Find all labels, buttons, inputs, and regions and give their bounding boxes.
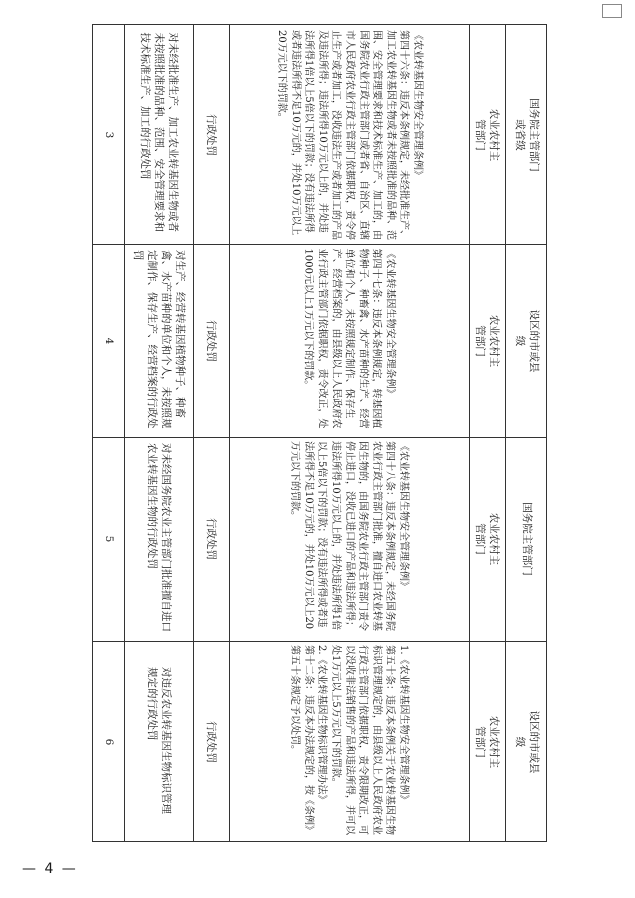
legal-basis-cell xyxy=(229,25,469,244)
law-line: 第五十条：违反本条例关于农业转基因生物标识管理规定的，由县级以上人民政府农业行政主管部门依据职权，责令限期改正，可以没收非法销售的产品和违法所得，并可以处1万元以上5万元以下的罚款。 xyxy=(330,645,396,835)
subject-cell xyxy=(469,25,505,244)
level-cell xyxy=(505,641,548,843)
level: 国务院主管部门 xyxy=(520,502,533,576)
enforcement-table xyxy=(92,24,547,842)
row-index: 3 xyxy=(102,131,115,138)
legal-basis xyxy=(274,30,424,240)
legal-basis xyxy=(288,441,410,637)
item-type: 行政处罚 xyxy=(205,319,217,362)
item-type-cell xyxy=(193,437,229,641)
legal-basis xyxy=(301,248,396,433)
law-body: 第四十六条：违反本条例规定，未经批准生产、加工农业转基因生物或者未按照批准的品种、范围、安全管理要求和技术标准生产、加工的，由国务院农业行政主管部门或者省、自治区、直辖市人民政府农业行政主管部门依据职权，责令停止生产或者加工，没收违法生产或者加工的产品及违法所得；违法所得10万元以上的，并处违法所得1倍以上5倍以下的罚款；没有违法所得或者违法所得不足10万元的，并处10万元以上20万元以下的罚款。 xyxy=(275,29,410,240)
item-name-cell xyxy=(124,25,193,244)
row-index-cell xyxy=(93,641,124,843)
corner-mark xyxy=(602,4,622,18)
law-title: 《农业转基因生物安全管理条例》 xyxy=(411,29,423,180)
item-name-cell xyxy=(124,641,193,843)
row-index-cell xyxy=(93,25,124,244)
level: 设区的市或县级 xyxy=(513,710,540,774)
subject-cell xyxy=(469,437,505,641)
item-name-cell xyxy=(124,437,193,641)
subject-cell xyxy=(469,244,505,437)
law-body: 第四十七条：违反本条例规定，转基因植物种子、种畜禽、水产苗种的生产、经营单位和个人，未按照规定制作、保存生产、经营档案的，由县级以上人民政府农业行政主管部门依据职权，责令改正，处1000元以上1万元以下的罚款。 xyxy=(303,248,382,428)
item-name: 对生产、经营转基因植物种子、种畜禽、水产苗种的单位和个人，未按照规定制作、保存生产、经营档案的行政处罚 xyxy=(131,249,186,428)
legal-basis-cell xyxy=(229,437,469,641)
level-cell xyxy=(505,244,548,437)
item-type: 行政处罚 xyxy=(205,518,217,560)
subject: 农业农村主管部门 xyxy=(474,108,500,161)
law-title: 《农业转基因生物安全管理条例》 xyxy=(398,441,410,591)
row-index: 4 xyxy=(102,337,115,344)
law-line: 第十二条：违反本办法规定的，按《条例》第五十条规定予以处罚。 xyxy=(289,645,315,835)
legal-basis-cell xyxy=(229,244,469,437)
legal-basis-cell xyxy=(229,641,469,843)
item-type-cell xyxy=(193,244,229,437)
subject: 农业农村主管部门 xyxy=(474,314,500,367)
subject-cell xyxy=(469,641,505,843)
law-body: 第四十八条：违反本条例规定，未经国务院农业行政主管部门批准，擅自进口农业转基因生物的，由国务院农业行政主管部门责令停止进口，没收已进口的产品和违法所得；违法所得10万元以上的，并处违法所得1倍以上5倍以下的罚款；没有违法所得或者违法所得不足10万元的，并处10万元以上20万元以下的罚款。 xyxy=(289,441,396,631)
level: 设区的市或县级 xyxy=(513,309,540,372)
item-name: 对未经国务院农业主管部门批准擅自进口农业转基因生物的行政处罚 xyxy=(145,443,172,632)
law-title: 《农业转基因生物安全管理条例》 xyxy=(384,248,396,398)
row-index-cell xyxy=(93,437,124,641)
law-line: 2.《农业转基因生物标识管理办法》 xyxy=(316,645,328,805)
law-line: 1.《农业转基因生物安全管理条例》 xyxy=(398,645,410,805)
item-type-cell xyxy=(193,641,229,843)
item-type: 行政处罚 xyxy=(205,721,217,763)
subject: 农业农村主管部门 xyxy=(474,512,500,566)
row-index: 6 xyxy=(102,738,115,746)
row-index: 5 xyxy=(102,535,115,543)
item-type: 行政处罚 xyxy=(205,113,217,156)
level: 国务院主管部门或省级 xyxy=(513,97,540,172)
row-index-cell xyxy=(93,244,124,437)
item-name-cell xyxy=(124,244,193,437)
item-type-cell xyxy=(193,25,229,244)
item-name: 对未经批准生产、加工农业转基因生物或者未按照批准的品种、范围、安全管理要求和技术标准生产、加工的行政处罚 xyxy=(138,32,179,232)
page-number: — 4 — xyxy=(22,861,78,877)
subject: 农业农村主管部门 xyxy=(474,715,500,769)
level-cell xyxy=(505,437,548,641)
legal-basis xyxy=(288,645,410,839)
item-name: 对违反农业转基因生物标识管理规定的行政处罚 xyxy=(145,667,172,814)
level-cell xyxy=(505,25,548,244)
